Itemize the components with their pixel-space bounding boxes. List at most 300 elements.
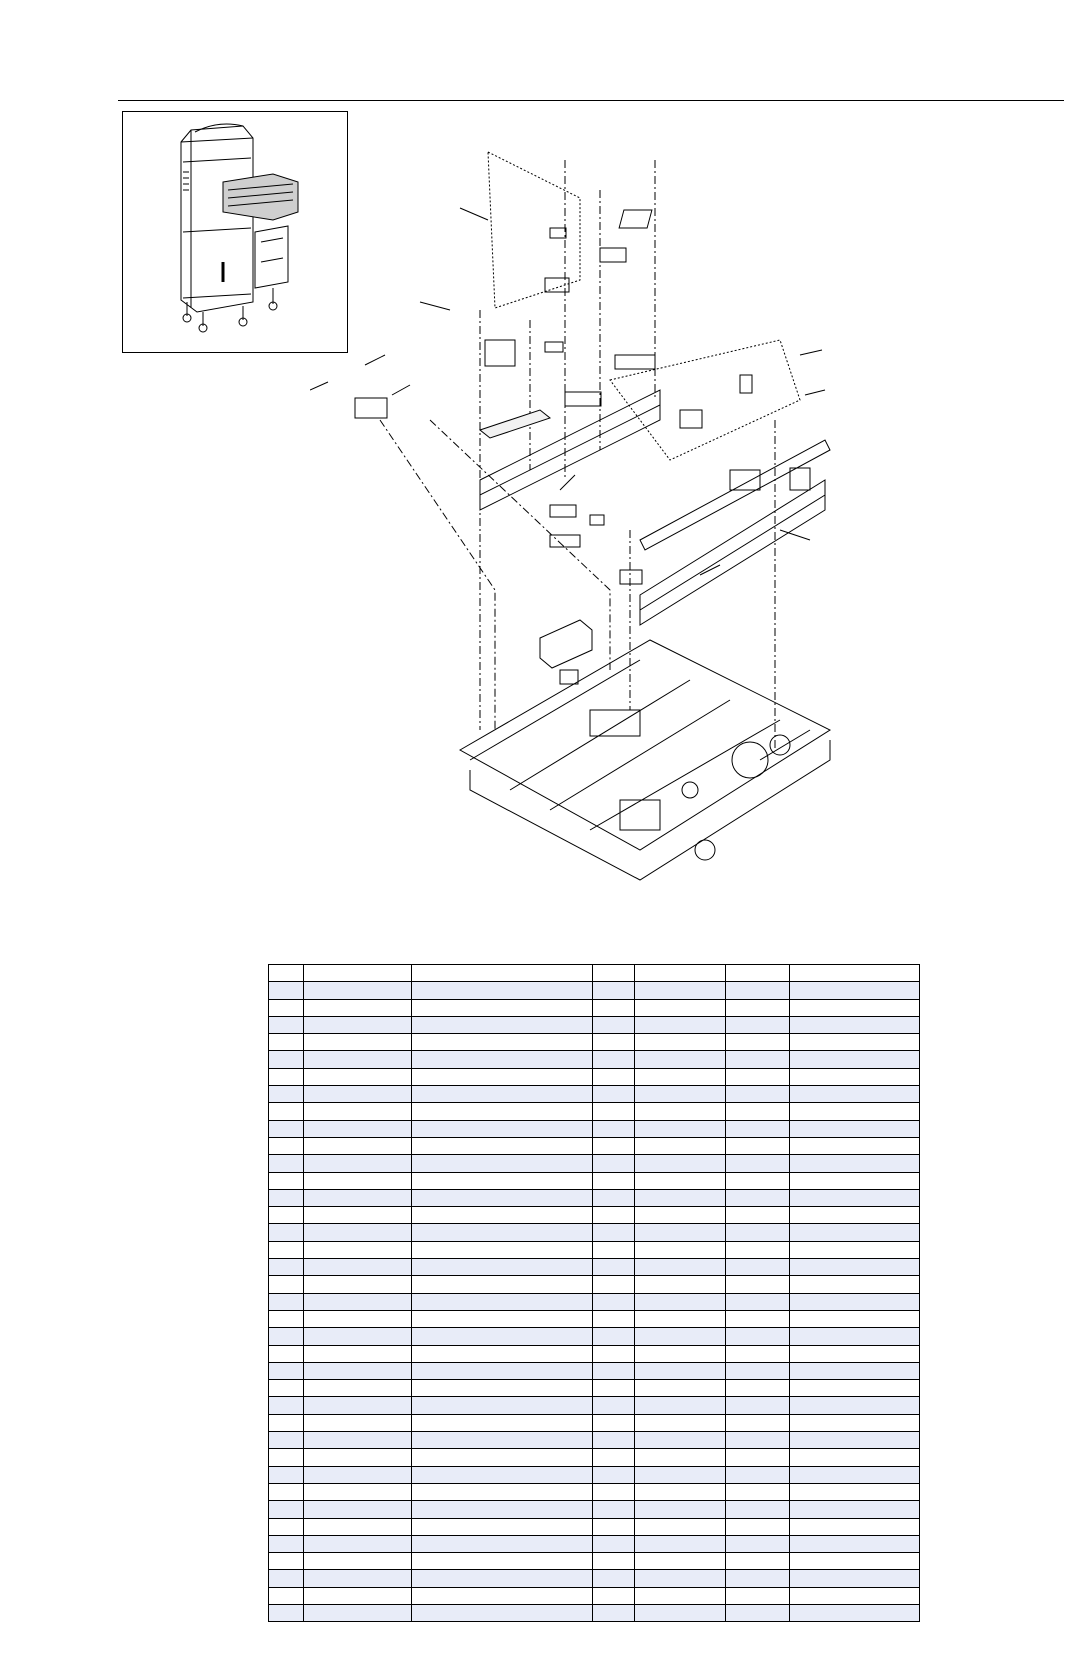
- table-cell: [593, 1068, 635, 1085]
- table-cell: [635, 982, 726, 999]
- table-row: [269, 1034, 920, 1051]
- table-cell: [790, 1016, 920, 1033]
- table-cell: [412, 1120, 593, 1137]
- table-cell: [635, 1535, 726, 1552]
- table-cell: [635, 1397, 726, 1414]
- table-cell: [593, 1570, 635, 1587]
- table-cell: [790, 1380, 920, 1397]
- table-cell: [304, 1120, 412, 1137]
- table-cell: [790, 965, 920, 982]
- table-cell: [726, 982, 790, 999]
- table-cell: [269, 1155, 304, 1172]
- table-cell: [304, 1034, 412, 1051]
- table-cell: [593, 1276, 635, 1293]
- exploded-assembly-icon: [310, 152, 830, 880]
- table-cell: [412, 1449, 593, 1466]
- table-cell: [635, 1172, 726, 1189]
- table-row: [269, 1570, 920, 1587]
- table-row: [269, 1189, 920, 1206]
- table-cell: [790, 1293, 920, 1310]
- table-cell: [269, 1466, 304, 1483]
- table-cell: [593, 1501, 635, 1518]
- table-cell: [726, 999, 790, 1016]
- table-cell: [269, 1397, 304, 1414]
- table-cell: [593, 1397, 635, 1414]
- table-cell: [304, 1587, 412, 1604]
- table-cell: [635, 1016, 726, 1033]
- table-cell: [726, 1483, 790, 1500]
- table-cell: [269, 965, 304, 982]
- table-cell: [635, 1207, 726, 1224]
- table-cell: [412, 1016, 593, 1033]
- table-cell: [635, 1501, 726, 1518]
- table-cell: [304, 999, 412, 1016]
- table-cell: [726, 1466, 790, 1483]
- table-row: [269, 1241, 920, 1258]
- table-row: [269, 1276, 920, 1293]
- table-cell: [269, 1207, 304, 1224]
- table-cell: [726, 1241, 790, 1258]
- table-cell: [790, 1501, 920, 1518]
- table-cell: [790, 1518, 920, 1535]
- table-cell: [412, 1432, 593, 1449]
- table-cell: [269, 1293, 304, 1310]
- table-cell: [726, 965, 790, 982]
- table-cell: [304, 1414, 412, 1431]
- table-cell: [635, 1553, 726, 1570]
- table-cell: [412, 1535, 593, 1552]
- table-cell: [304, 1466, 412, 1483]
- table-row: [269, 1155, 920, 1172]
- table-cell: [593, 1241, 635, 1258]
- table-row: [269, 1051, 920, 1068]
- table-cell: [635, 1380, 726, 1397]
- table-cell: [790, 1310, 920, 1327]
- table-cell: [269, 1414, 304, 1431]
- table-cell: [269, 1224, 304, 1241]
- table-cell: [790, 1189, 920, 1206]
- table-cell: [790, 1120, 920, 1137]
- table-cell: [269, 982, 304, 999]
- table-cell: [790, 1414, 920, 1431]
- table-cell: [790, 1570, 920, 1587]
- table-cell: [593, 1034, 635, 1051]
- table-cell: [304, 1310, 412, 1327]
- table-cell: [269, 1068, 304, 1085]
- table-cell: [726, 1276, 790, 1293]
- table-cell: [635, 1310, 726, 1327]
- table-cell: [412, 1553, 593, 1570]
- table-cell: [412, 1086, 593, 1103]
- table-cell: [726, 1553, 790, 1570]
- table-cell: [304, 1241, 412, 1258]
- table-cell: [412, 1189, 593, 1206]
- table-cell: [304, 965, 412, 982]
- table-cell: [269, 1276, 304, 1293]
- table-cell: [726, 1189, 790, 1206]
- table-cell: [635, 1466, 726, 1483]
- table-cell: [790, 1483, 920, 1500]
- table-cell: [790, 1034, 920, 1051]
- table-cell: [790, 1604, 920, 1621]
- table-cell: [726, 1587, 790, 1604]
- table-cell: [726, 1016, 790, 1033]
- table-cell: [304, 1553, 412, 1570]
- table-cell: [269, 1345, 304, 1362]
- table-cell: [304, 1276, 412, 1293]
- table-cell: [593, 1518, 635, 1535]
- table-cell: [269, 1362, 304, 1379]
- table-cell: [635, 1051, 726, 1068]
- table-cell: [790, 1172, 920, 1189]
- table-cell: [593, 1310, 635, 1327]
- table-cell: [635, 965, 726, 982]
- table-cell: [412, 1587, 593, 1604]
- table-cell: [304, 1172, 412, 1189]
- table-cell: [412, 1103, 593, 1120]
- table-cell: [635, 1570, 726, 1587]
- table-cell: [726, 1034, 790, 1051]
- table-cell: [726, 1293, 790, 1310]
- table-cell: [790, 982, 920, 999]
- table-cell: [726, 1068, 790, 1085]
- table-cell: [593, 1587, 635, 1604]
- table-cell: [790, 1362, 920, 1379]
- table-row: [269, 1397, 920, 1414]
- table-cell: [790, 1068, 920, 1085]
- table-cell: [790, 1155, 920, 1172]
- table-cell: [726, 1570, 790, 1587]
- table-cell: [269, 1241, 304, 1258]
- table-cell: [790, 1449, 920, 1466]
- table-cell: [593, 1362, 635, 1379]
- table-cell: [269, 1570, 304, 1587]
- table-cell: [635, 1155, 726, 1172]
- table-cell: [593, 1189, 635, 1206]
- table-cell: [269, 999, 304, 1016]
- table-cell: [412, 1380, 593, 1397]
- table-cell: [635, 1120, 726, 1137]
- table-cell: [635, 1276, 726, 1293]
- table-cell: [593, 1535, 635, 1552]
- table-cell: [635, 1449, 726, 1466]
- table-cell: [269, 1518, 304, 1535]
- table-cell: [412, 1310, 593, 1327]
- table-cell: [412, 1397, 593, 1414]
- table-cell: [726, 1224, 790, 1241]
- table-row: [269, 1553, 920, 1570]
- table-cell: [593, 1172, 635, 1189]
- table-cell: [412, 1293, 593, 1310]
- table-row: [269, 1466, 920, 1483]
- table-cell: [412, 1276, 593, 1293]
- table-cell: [790, 1397, 920, 1414]
- table-cell: [593, 1051, 635, 1068]
- table-cell: [304, 1189, 412, 1206]
- table-cell: [304, 1051, 412, 1068]
- table-row: [269, 1449, 920, 1466]
- table-cell: [269, 1034, 304, 1051]
- table-row: [269, 965, 920, 982]
- table-cell: [269, 1189, 304, 1206]
- table-cell: [304, 1224, 412, 1241]
- table-cell: [304, 1362, 412, 1379]
- table-cell: [726, 1051, 790, 1068]
- table-cell: [304, 1137, 412, 1154]
- table-cell: [726, 1604, 790, 1621]
- header-rule: [118, 100, 1064, 101]
- table-cell: [726, 1449, 790, 1466]
- table-cell: [790, 1207, 920, 1224]
- table-cell: [269, 1086, 304, 1103]
- table-cell: [593, 1604, 635, 1621]
- table-cell: [790, 1432, 920, 1449]
- table-cell: [593, 1224, 635, 1241]
- table-cell: [269, 1380, 304, 1397]
- table-cell: [593, 1466, 635, 1483]
- table-cell: [593, 1328, 635, 1345]
- table-row: [269, 982, 920, 999]
- table-cell: [593, 1380, 635, 1397]
- table-cell: [593, 1103, 635, 1120]
- table-cell: [304, 1501, 412, 1518]
- table-cell: [304, 1518, 412, 1535]
- table-row: [269, 999, 920, 1016]
- table-cell: [304, 1449, 412, 1466]
- table-cell: [412, 982, 593, 999]
- table-cell: [635, 1293, 726, 1310]
- table-cell: [269, 1120, 304, 1137]
- table-cell: [726, 1310, 790, 1327]
- table-row: [269, 1172, 920, 1189]
- table-cell: [269, 1432, 304, 1449]
- exploded-assembly-drawing: [310, 150, 880, 930]
- table-cell: [726, 1414, 790, 1431]
- table-cell: [790, 1259, 920, 1276]
- table-cell: [635, 1483, 726, 1500]
- table-cell: [412, 1604, 593, 1621]
- table-row: [269, 1120, 920, 1137]
- table-cell: [412, 1328, 593, 1345]
- table-cell: [635, 1241, 726, 1258]
- table-cell: [304, 1207, 412, 1224]
- table-cell: [269, 1016, 304, 1033]
- table-cell: [304, 1155, 412, 1172]
- table-cell: [304, 1432, 412, 1449]
- table-cell: [635, 1103, 726, 1120]
- table-cell: [269, 1137, 304, 1154]
- table-row: [269, 1380, 920, 1397]
- table-row: [269, 1293, 920, 1310]
- table-cell: [635, 1137, 726, 1154]
- table-cell: [790, 1241, 920, 1258]
- table-cell: [726, 1432, 790, 1449]
- table-cell: [635, 1189, 726, 1206]
- table-cell: [412, 1570, 593, 1587]
- table-cell: [635, 1034, 726, 1051]
- table-cell: [593, 1259, 635, 1276]
- table-cell: [304, 1016, 412, 1033]
- table-cell: [593, 1120, 635, 1137]
- table-cell: [790, 1345, 920, 1362]
- parts-list-table: [268, 964, 920, 1622]
- table-cell: [593, 1155, 635, 1172]
- table-cell: [304, 1068, 412, 1085]
- table-cell: [412, 1345, 593, 1362]
- table-cell: [412, 965, 593, 982]
- table-cell: [304, 1397, 412, 1414]
- table-row: [269, 1137, 920, 1154]
- table-cell: [593, 999, 635, 1016]
- table-cell: [593, 1553, 635, 1570]
- table-cell: [726, 1535, 790, 1552]
- table-cell: [726, 1397, 790, 1414]
- table-cell: [304, 1483, 412, 1500]
- table-cell: [269, 1535, 304, 1552]
- table-cell: [790, 1276, 920, 1293]
- table-cell: [304, 1570, 412, 1587]
- table-cell: [593, 965, 635, 982]
- table-cell: [269, 1051, 304, 1068]
- table-cell: [726, 1518, 790, 1535]
- table-cell: [790, 1328, 920, 1345]
- table-cell: [790, 1051, 920, 1068]
- table-cell: [635, 1345, 726, 1362]
- table-cell: [412, 1466, 593, 1483]
- table-cell: [304, 1535, 412, 1552]
- table-cell: [593, 1345, 635, 1362]
- table-cell: [269, 1553, 304, 1570]
- table-cell: [269, 1172, 304, 1189]
- table-cell: [790, 1466, 920, 1483]
- table-cell: [304, 1345, 412, 1362]
- table-row: [269, 1587, 920, 1604]
- table-cell: [635, 1587, 726, 1604]
- table-cell: [593, 1086, 635, 1103]
- table-cell: [412, 1034, 593, 1051]
- table-cell: [269, 1587, 304, 1604]
- table-cell: [726, 1328, 790, 1345]
- parts-table-body: [269, 965, 920, 1622]
- table-cell: [412, 1207, 593, 1224]
- table-cell: [635, 1432, 726, 1449]
- table-row: [269, 1432, 920, 1449]
- table-cell: [412, 1224, 593, 1241]
- table-cell: [304, 1293, 412, 1310]
- table-cell: [635, 1068, 726, 1085]
- table-row: [269, 1535, 920, 1552]
- table-cell: [412, 1414, 593, 1431]
- table-cell: [269, 1328, 304, 1345]
- table-cell: [412, 1172, 593, 1189]
- table-row: [269, 1362, 920, 1379]
- table-cell: [726, 1086, 790, 1103]
- table-row: [269, 1016, 920, 1033]
- table-cell: [726, 1137, 790, 1154]
- table-cell: [635, 1414, 726, 1431]
- table-cell: [304, 1380, 412, 1397]
- table-cell: [593, 1016, 635, 1033]
- table-cell: [412, 1259, 593, 1276]
- table-cell: [412, 1068, 593, 1085]
- table-cell: [269, 1483, 304, 1500]
- table-row: [269, 1224, 920, 1241]
- table-cell: [412, 1155, 593, 1172]
- table-cell: [790, 1587, 920, 1604]
- table-cell: [412, 999, 593, 1016]
- table-cell: [304, 1328, 412, 1345]
- table-cell: [269, 1501, 304, 1518]
- table-cell: [726, 1207, 790, 1224]
- table-row: [269, 1518, 920, 1535]
- table-cell: [635, 1362, 726, 1379]
- table-cell: [726, 1345, 790, 1362]
- table-cell: [593, 1293, 635, 1310]
- table-row: [269, 1086, 920, 1103]
- table-cell: [635, 1259, 726, 1276]
- table-row: [269, 1345, 920, 1362]
- table-cell: [790, 1103, 920, 1120]
- table-row: [269, 1328, 920, 1345]
- table-cell: [412, 1051, 593, 1068]
- table-cell: [593, 1432, 635, 1449]
- table-row: [269, 1103, 920, 1120]
- table-row: [269, 1068, 920, 1085]
- table-cell: [726, 1501, 790, 1518]
- table-row: [269, 1604, 920, 1621]
- table-cell: [269, 1604, 304, 1621]
- table-cell: [635, 1328, 726, 1345]
- table-cell: [790, 1535, 920, 1552]
- table-cell: [269, 1103, 304, 1120]
- table-cell: [726, 1380, 790, 1397]
- table-cell: [790, 1086, 920, 1103]
- table-cell: [412, 1501, 593, 1518]
- table-cell: [726, 1362, 790, 1379]
- table-cell: [593, 1207, 635, 1224]
- table-row: [269, 1207, 920, 1224]
- table-cell: [726, 1155, 790, 1172]
- table-cell: [593, 1414, 635, 1431]
- table-cell: [593, 1449, 635, 1466]
- table-cell: [593, 1137, 635, 1154]
- table-cell: [635, 1604, 726, 1621]
- table-cell: [635, 999, 726, 1016]
- table-cell: [726, 1259, 790, 1276]
- table-cell: [269, 1310, 304, 1327]
- table-cell: [593, 1483, 635, 1500]
- table-cell: [635, 1224, 726, 1241]
- table-cell: [269, 1449, 304, 1466]
- table-row: [269, 1259, 920, 1276]
- table-cell: [304, 1103, 412, 1120]
- table-cell: [304, 982, 412, 999]
- table-cell: [726, 1172, 790, 1189]
- table-row: [269, 1501, 920, 1518]
- table-cell: [635, 1518, 726, 1535]
- table-cell: [412, 1241, 593, 1258]
- table-cell: [304, 1604, 412, 1621]
- table-cell: [790, 999, 920, 1016]
- table-cell: [304, 1259, 412, 1276]
- table-cell: [412, 1137, 593, 1154]
- table-cell: [726, 1120, 790, 1137]
- table-row: [269, 1483, 920, 1500]
- table-cell: [412, 1483, 593, 1500]
- table-row: [269, 1414, 920, 1431]
- table-cell: [593, 982, 635, 999]
- table-cell: [269, 1259, 304, 1276]
